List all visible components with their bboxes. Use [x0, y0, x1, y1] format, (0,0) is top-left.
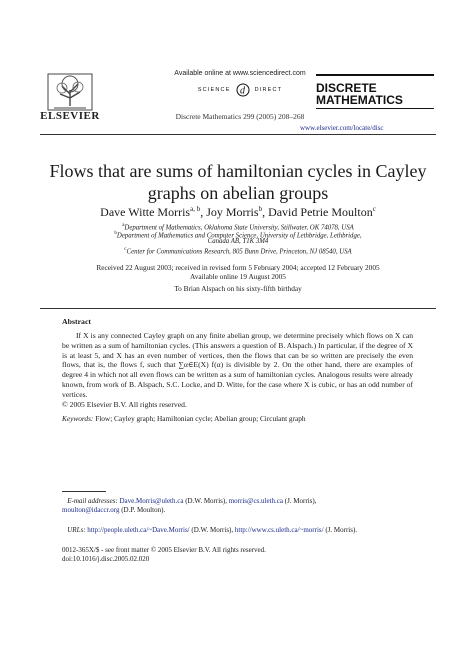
sciencedirect-at-icon — [236, 83, 250, 97]
dedication: To Brian Alspach on his sixty-fifth birthday — [174, 284, 302, 293]
email-owner: (J. Morris), — [282, 497, 317, 505]
available-online-date: Available online 19 August 2005 — [190, 272, 286, 281]
affiliation — [40, 238, 436, 246]
author-affiliation-mark: b — [258, 205, 263, 213]
header-rule — [40, 134, 436, 135]
journal-title-top-rule — [316, 74, 434, 76]
author-affiliation-mark: a, b — [190, 205, 201, 213]
email-link[interactable]: morris@cs.uleth.ca — [228, 497, 283, 505]
affiliation-text: Canada AB, T1K 3M4 — [207, 238, 269, 245]
affiliation-text: Center for Communications Research, 805 Bunn Drive, Princeton, NJ 08540, USA — [126, 248, 352, 256]
received-dates: Received 22 August 2003; received in revised form 5 February 2004; accepted 12 February 2005 — [96, 263, 380, 272]
article-history — [40, 263, 436, 281]
affiliation-mark: b — [114, 231, 117, 236]
abstract-heading: Abstract — [62, 317, 92, 326]
abstract-body — [62, 331, 413, 400]
affiliation-mark: c — [124, 247, 127, 252]
abstract-rule — [40, 308, 436, 309]
available-online-text: Available online at www.sciencedirect.com — [174, 70, 306, 77]
journal-title-line2: MATHEMATICS — [316, 93, 403, 107]
author-name: David Petrie Moulton — [268, 205, 373, 219]
url-footnote — [62, 526, 413, 535]
email-link[interactable]: moulton@idaccr.org — [62, 506, 120, 514]
author-affiliation-mark: c — [372, 205, 376, 213]
email-label: E-mail addresses: — [67, 497, 118, 505]
affiliation-mark: a — [122, 223, 125, 228]
keywords-label: Keywords: — [62, 414, 94, 423]
journal-title — [316, 82, 403, 106]
article-title — [40, 160, 436, 204]
keywords-list: Flow; Cayley graph; Hamiltonian cycle; Abelian group; Circulant graph — [95, 414, 306, 423]
author-name: Dave Witte Morris — [100, 205, 191, 219]
keywords — [62, 414, 413, 423]
urls-label: URLs: — [67, 526, 86, 534]
email-owner: (D.P. Moulton). — [119, 506, 166, 514]
journal-reference: Discrete Mathematics 299 (2005) 208–268 — [175, 112, 305, 121]
author-list: Dave Witte Morris$^{a, b}$, Joy Morris$^b$, David Petrie Moulton$^c$ — [100, 205, 376, 219]
publisher-name: ELSEVIER — [40, 110, 100, 122]
doi-line: doi:10.1016/j.disc.2005.02.020 — [62, 555, 150, 563]
footnote-rule — [62, 491, 106, 492]
abstract-paragraph: If X is any connected Cayley graph on any finite abelian group, we determine precisely which flows on X can be written as a sum of hamiltonian cycles. (This answers a question of B. Alspach.) In particular, if the degree of X is at least 5, and X has an even number of vertices, then the flows that can be so written are precisely the even flows, that is, the flows f, such that ∑α∈E(X) f(α) is divisible by 2. On the other hand, there are examples of degree 4 in which not all even flows can be written as a sum of hamiltonian cycles. Analogous results were already known, from work of B. Alspach, S.C. Locke, and D. Witte, for the case where X is cubic, or has an odd number of vertices. — [62, 331, 413, 399]
svg-text:d: d — [239, 85, 246, 97]
url-owner: (J. Morris). — [323, 526, 358, 534]
email-owner: (D.W. Morris), — [183, 497, 229, 505]
affiliation — [40, 246, 436, 256]
sciencedirect-right: DIRECT — [254, 87, 283, 93]
sciencedirect-left: SCIENCE — [197, 87, 231, 93]
article-title-line2: graphs on abelian groups — [147, 183, 329, 203]
url-owner: (D.W. Morris), — [189, 526, 235, 534]
article-title-line1: Flows that are sums of hamiltonian cycles in Cayley — [49, 161, 427, 181]
affiliation-text: Department of Mathematics and Computer Science, University of Lethbridge, Lethbridge, — [116, 232, 362, 240]
url-link[interactable]: http://people.uleth.ca/~Dave.Morris/ — [87, 526, 190, 534]
journal-url-link[interactable]: www.elsevier.com/locate/disc — [300, 124, 384, 132]
abstract-copyright: © 2005 Elsevier B.V. All rights reserved. — [62, 400, 187, 409]
url-link[interactable]: http://www.cs.uleth.ca/~morris/ — [234, 526, 324, 534]
affiliation-text: Department of Mathematics, Oklahoma State University, Stillwater, OK 74078, USA — [124, 224, 354, 232]
sciencedirect-logo — [140, 82, 340, 98]
journal-title-line1: DISCRETE — [316, 81, 377, 95]
email-link[interactable]: Dave.Morris@uleth.ca — [119, 497, 184, 505]
issn-line: 0012-365X/$ - see front matter © 2005 Elsevier B.V. All rights reserved. — [62, 546, 266, 554]
author-name: Joy Morris — [206, 205, 259, 219]
journal-title-bottom-rule — [316, 108, 434, 109]
email-footnote — [62, 497, 413, 515]
